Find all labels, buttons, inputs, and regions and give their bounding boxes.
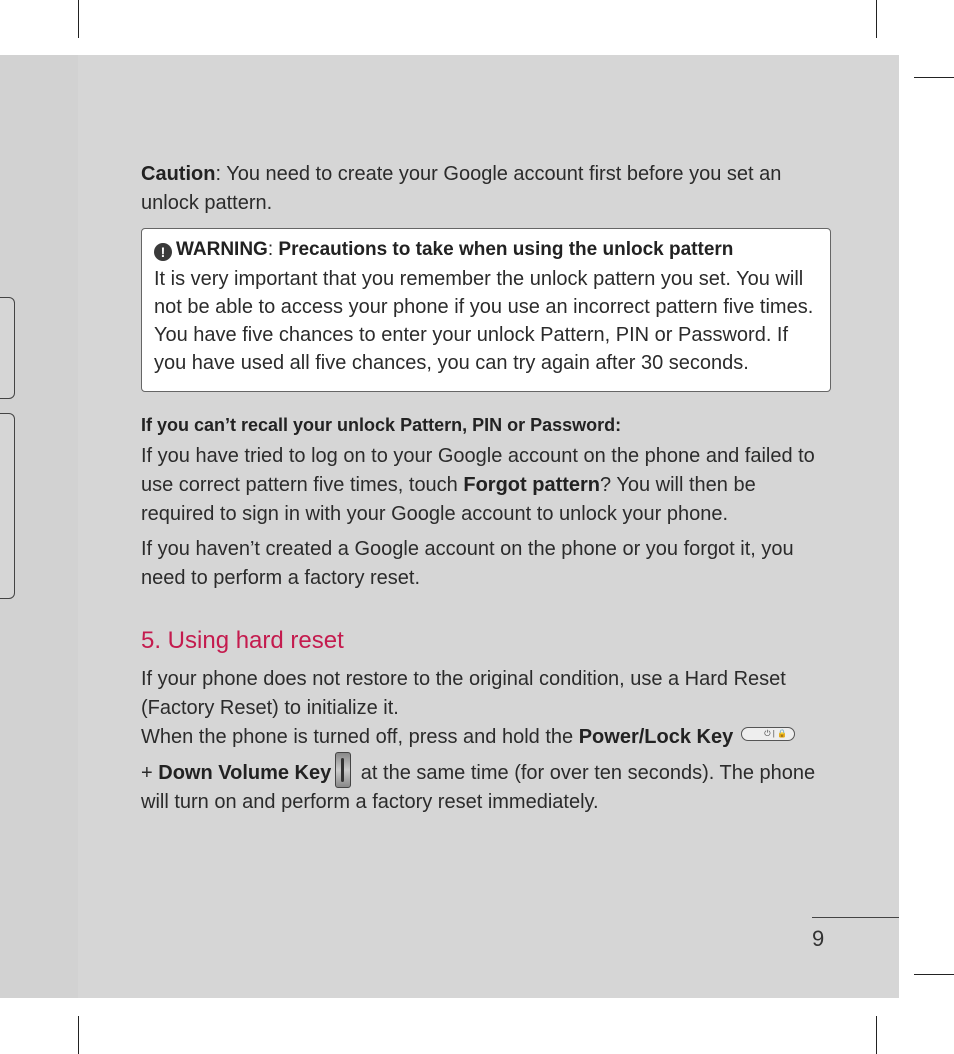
recall-heading: If you can’t recall your unlock Pattern, PIN or Password: [141,415,622,435]
power-key-icon [741,727,795,741]
warning-label: WARNING [176,239,268,260]
recall-paragraph-2: If you haven’t created a Google account on the phone or you forgot it, you need to perform a factory reset. [141,538,794,589]
warning-separator: : [267,239,279,260]
crop-mark [78,0,79,38]
caution-text: : You need to create your Google account first before you set an unlock pattern. [141,163,782,214]
section-tab [0,413,15,599]
caution-label: Caution [141,163,216,185]
page-number-rule [812,917,899,918]
hard-reset-p2-post: at the same time (for over ten seconds). The phone will turn on and perform a factory reset immediately. [141,762,816,813]
section-title: 5. Using hard reset [141,627,344,654]
power-key-label: Power/Lock Key [578,726,734,748]
hard-reset-paragraph-2 [141,723,831,817]
crop-mark [78,1016,79,1054]
exclamation-icon: ! [154,243,172,261]
plus-sign: + [141,762,159,784]
crop-mark [914,77,954,78]
recall-p1-pre: If you have tried to log on to your Google account on the phone and failed to use correct pattern five times, touch [141,445,815,496]
hard-reset-paragraph-1: If your phone does not restore to the original condition, use a Hard Reset (Factory Reset) to initialize it. [141,668,786,719]
volume-key-icon [335,752,351,788]
crop-mark [876,1016,877,1054]
warning-title: Precautions to take when using the unlock pattern [278,239,734,260]
power-key-glyph: ⏻ | 🔒 [764,729,788,738]
hard-reset-p2-pre: When the phone is turned off, press and hold the [141,726,579,748]
warning-box [141,228,831,392]
recall-paragraph-1 [141,442,831,529]
crop-mark [914,974,954,975]
recall-p1-post: ? You will then be required to sign in with your Google account to unlock your phone. [141,474,756,525]
crop-mark [876,0,877,38]
page-content [141,160,831,817]
caution-paragraph [141,160,831,218]
warning-heading [154,237,818,263]
volume-key-label: Down Volume Key [158,762,332,784]
forgot-pattern-label: Forgot pattern [463,474,601,496]
page-number: 9 [812,926,825,951]
section-tab [0,297,15,399]
warning-body: It is very important that you remember the unlock pattern you set. You will not be able to access your phone if you use an incorrect pattern five times. You have five chances to enter your unlock Pattern, PIN or Password. If you have used all five chances, you can try again after 30 seconds. [154,268,814,374]
